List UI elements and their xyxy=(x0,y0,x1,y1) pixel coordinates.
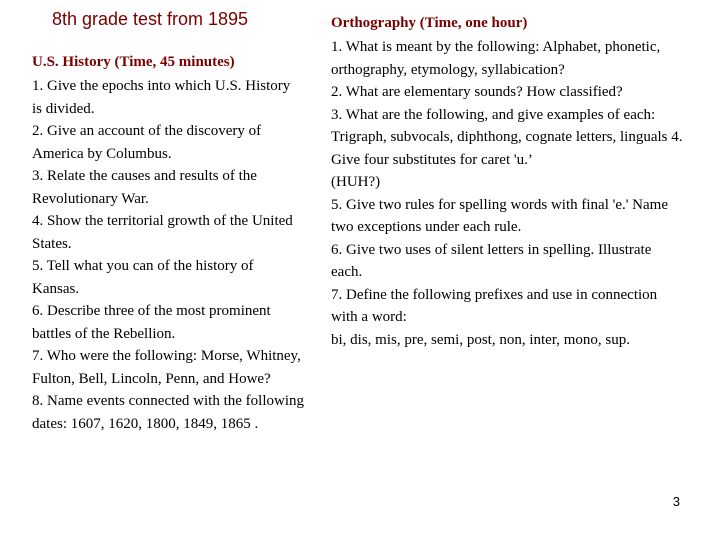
page-number: 3 xyxy=(672,494,680,509)
orthography-question-6: 6. Give two uses of silent letters in spelling. Illustrate each. xyxy=(331,241,652,280)
orthography-question-1: 1. What is meant by the following: Alphabet, phonetic, orthography, etymology, syllabication? xyxy=(331,39,661,78)
history-heading: U.S. History (Time, 45 minutes) xyxy=(32,54,235,70)
orthography-aside: (HUH?) xyxy=(331,174,381,190)
orthography-question-3: 3. What are the following, and give examples of each: Trigraph, subvocals, diphthong, cognate letters, linguals 4. xyxy=(331,106,683,145)
orthography-question-4: Give four substitutes for caret 'u.’ xyxy=(331,151,533,168)
history-question-2: 2. Give an account of the discovery of America by Columbus. xyxy=(32,123,262,162)
history-question-6: 6. Describe three of the most prominent battles of the Rebellion. xyxy=(32,303,271,342)
history-column xyxy=(32,53,304,435)
slide-title: 8th grade test from 1895 xyxy=(51,9,249,29)
history-question-1: 1. Give the epochs into which U.S. History is divided. xyxy=(32,78,291,117)
orthography-prefix-list: bi, dis, mis, pre, semi, post, non, inter, mono, sup. xyxy=(331,331,630,348)
history-question-3: 3. Relate the causes and results of the Revolutionary War. xyxy=(32,168,257,207)
orthography-question-2: 2. What are elementary sounds? How classified? xyxy=(331,84,623,100)
orthography-question-5: 5. Give two rules for spelling words with final 'e.' Name two exceptions under each rule. xyxy=(331,196,669,235)
history-question-8: 8. Name events connected with the following dates: 1607, 1620, 1800, 1849, 1865 . xyxy=(32,393,305,432)
history-question-5: 5. Tell what you can of the history of Kansas. xyxy=(32,258,254,297)
orthography-column xyxy=(331,14,683,351)
history-question-4: 4. Show the territorial growth of the United States. xyxy=(32,213,293,252)
orthography-heading: Orthography (Time, one hour) xyxy=(331,15,528,31)
orthography-question-7: 7. Define the following prefixes and use in connection with a word: xyxy=(331,286,658,325)
history-question-7: 7. Who were the following: Morse, Whitney, Fulton, Bell, Lincoln, Penn, and Howe? xyxy=(32,348,301,387)
